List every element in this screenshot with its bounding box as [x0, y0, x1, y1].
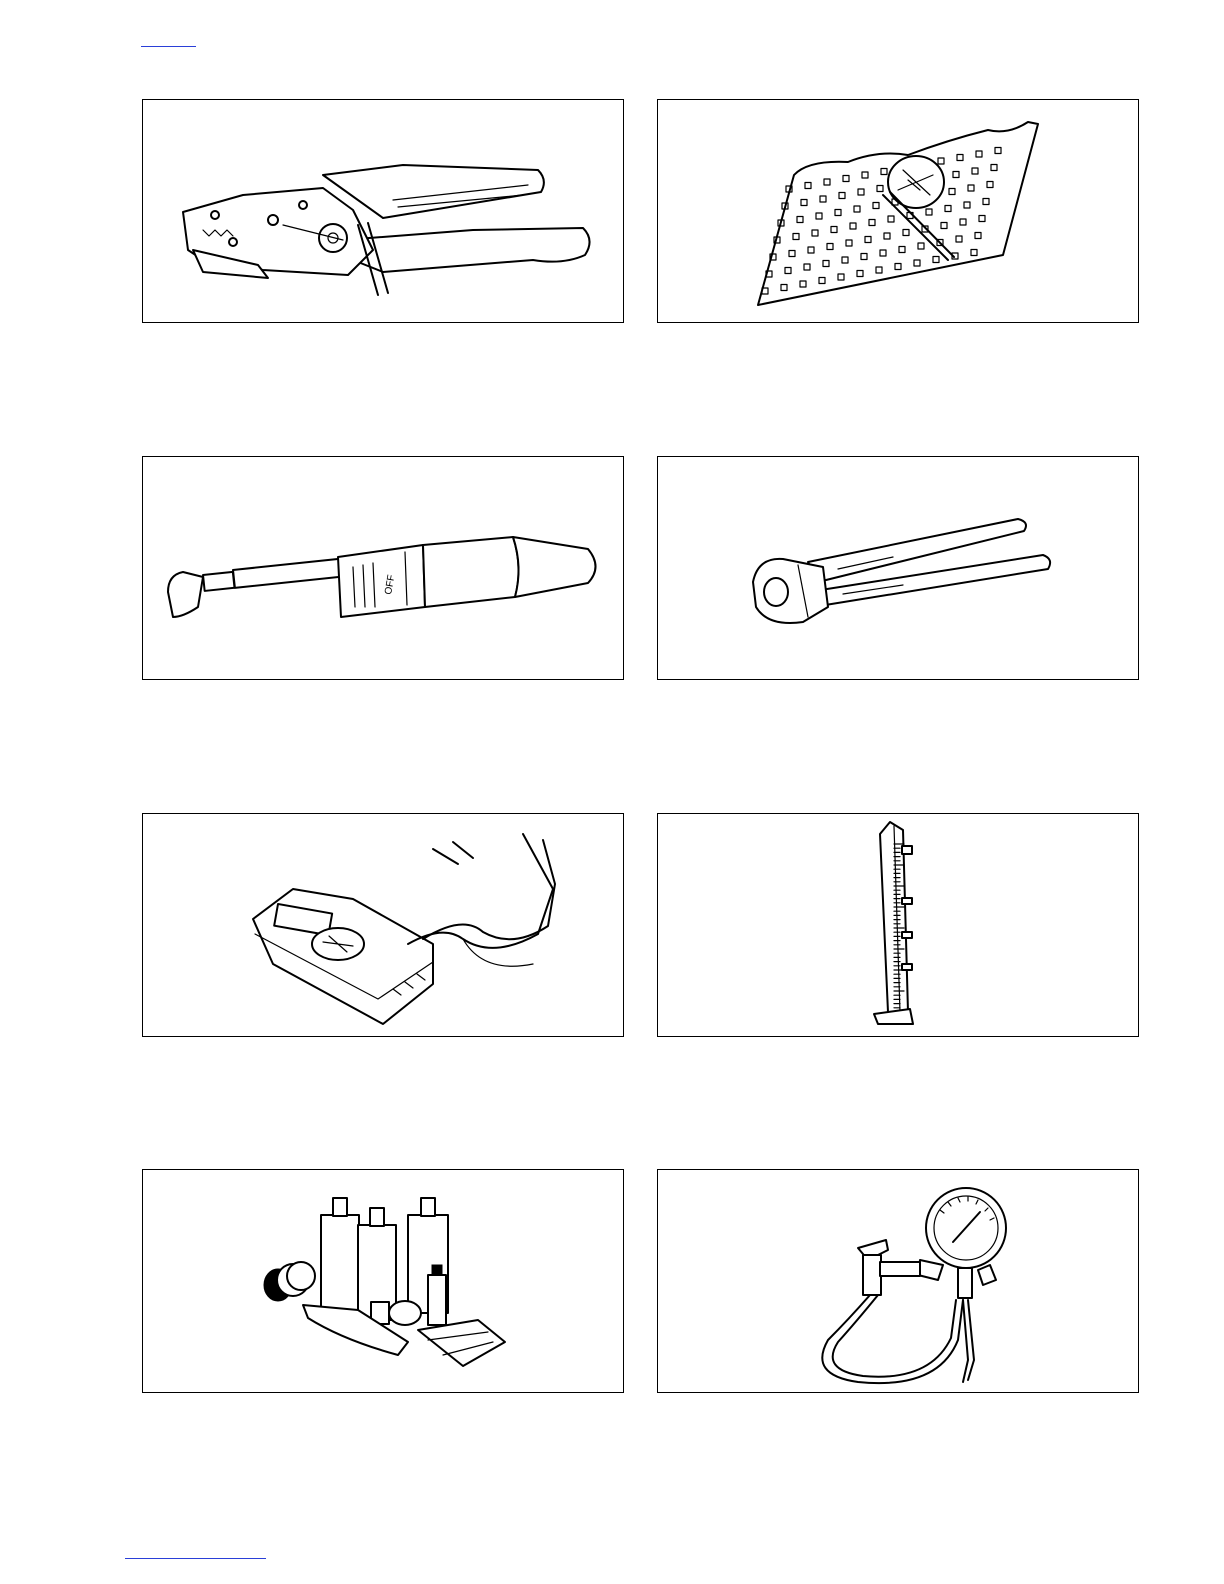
bottom-link-underline[interactable]: [125, 1558, 266, 1559]
figure-crimping-tool: [142, 99, 624, 323]
figure-graduated-cylinder: [657, 813, 1139, 1037]
svg-text:OFF: OFF: [383, 573, 398, 596]
pressure-gauge-hose-icon: [658, 1170, 1138, 1392]
figure-soldering-iron: [142, 456, 624, 680]
measuring-cylinder-icon: [658, 814, 1138, 1036]
perforated-board-icon: [658, 100, 1138, 322]
figure-terminal-pin-board: [657, 99, 1139, 323]
end-nipper-pliers-icon: [658, 457, 1138, 679]
soldering-iron-icon: [143, 457, 623, 679]
figure-digital-multimeter: [142, 813, 624, 1037]
multimeter-icon: [143, 814, 623, 1036]
figure-repair-kit: [142, 1169, 624, 1393]
crimping-pliers-icon: [143, 100, 623, 322]
figure-end-cutting-pliers: [657, 456, 1139, 680]
repair-kit-bottles-icon: [143, 1170, 623, 1392]
top-link-underline[interactable]: [141, 46, 196, 47]
figure-pressure-gauge: [657, 1169, 1139, 1393]
